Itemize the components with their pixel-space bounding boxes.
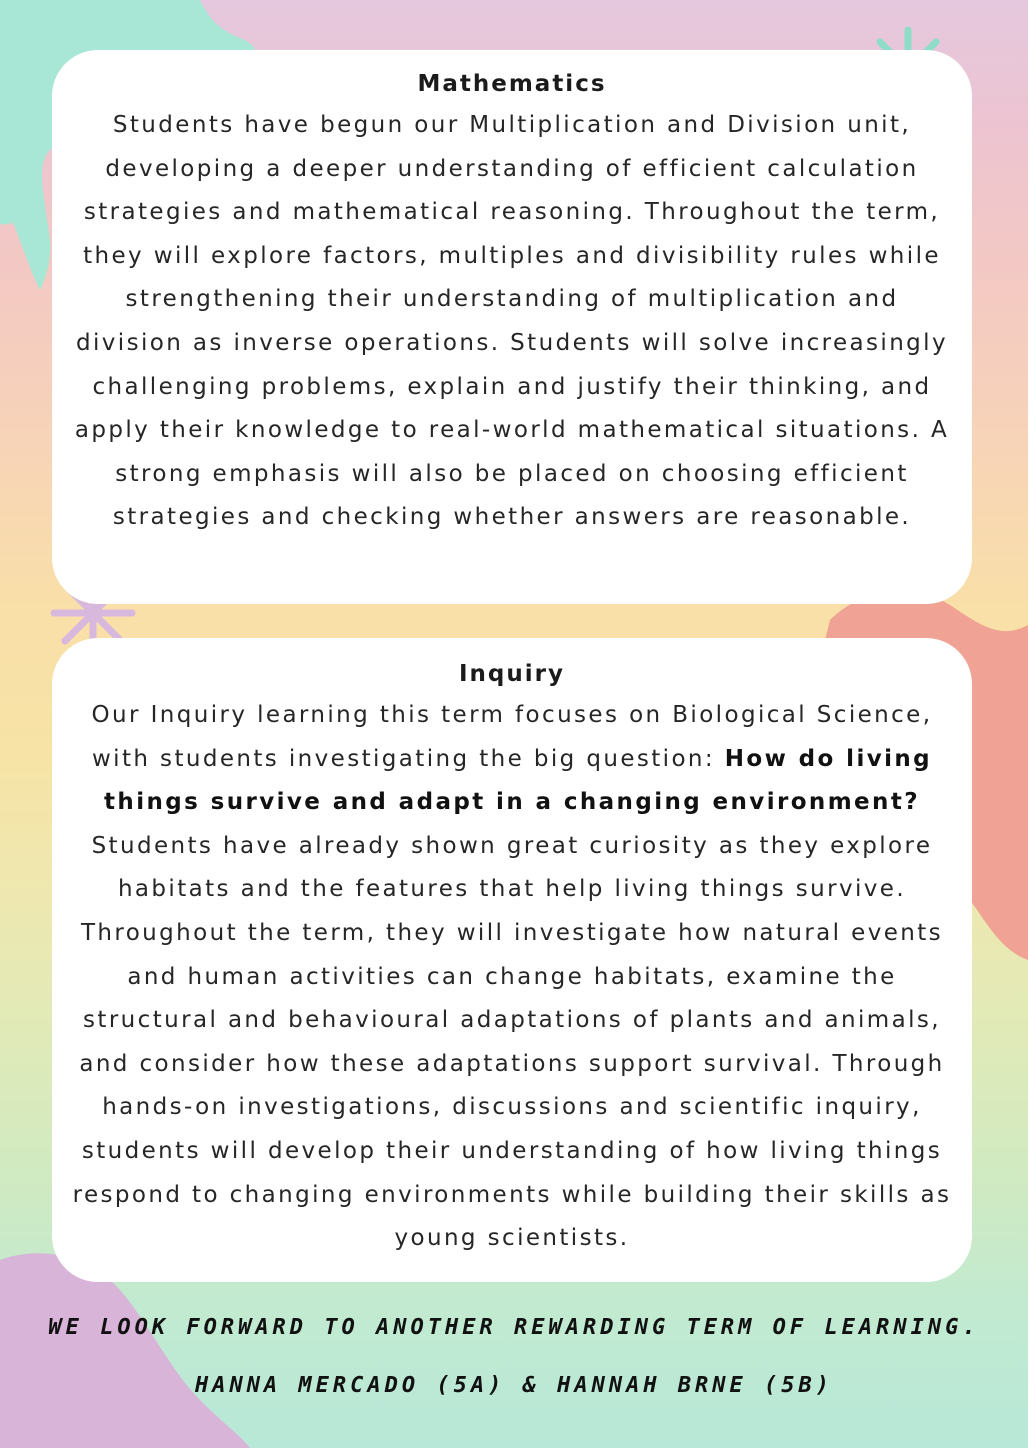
inquiry-body-rest: Students have already shown great curiosity as they explore habitats and the features that help living things survive. Throughout the term, they will investigate how natural events and human activities can change habitats, examine the structural and behavioural adaptations of plants and animals, and consider how these adaptations support survival. Through hands-on investigations, discussions and scientific inquiry, students will develop their understanding of how living things respond to changing environments while building their skills as young scientists.: [72, 832, 952, 1252]
inquiry-title: Inquiry: [459, 661, 565, 687]
mathematics-card: [52, 50, 972, 604]
inquiry-body-intro: Our Inquiry learning this term focuses on Biological Science, with students investigating the big question:: [91, 702, 933, 772]
inquiry-card: [52, 638, 972, 1282]
inquiry-big-question: How do living things survive and adapt in a changing environment?: [104, 745, 933, 816]
mathematics-title: Mathematics: [417, 71, 607, 97]
inquiry-body: [72, 694, 952, 1261]
mathematics-body: Students have begun our Multiplication and Division unit, developing a deeper understanding of efficient calculation strategies and mathematical reasoning. Throughout the term, they will explore factors, multiples and divisibility rules while strengthening their understanding of multiplication and division as inverse operations. Students will solve increasingly challenging problems, explain and justify their thinking, and apply their knowledge to real-world mathematical situations. A strong emphasis will also be placed on choosing efficient strategies and checking whether answers are reasonable.: [74, 112, 950, 531]
teacher-signature: HANNA MERCADO (5A) & HANNAH BRNE (5B): [194, 1373, 834, 1398]
closing-message: WE LOOK FORWARD TO ANOTHER REWARDING TERM OF LEARNING.: [48, 1315, 980, 1340]
